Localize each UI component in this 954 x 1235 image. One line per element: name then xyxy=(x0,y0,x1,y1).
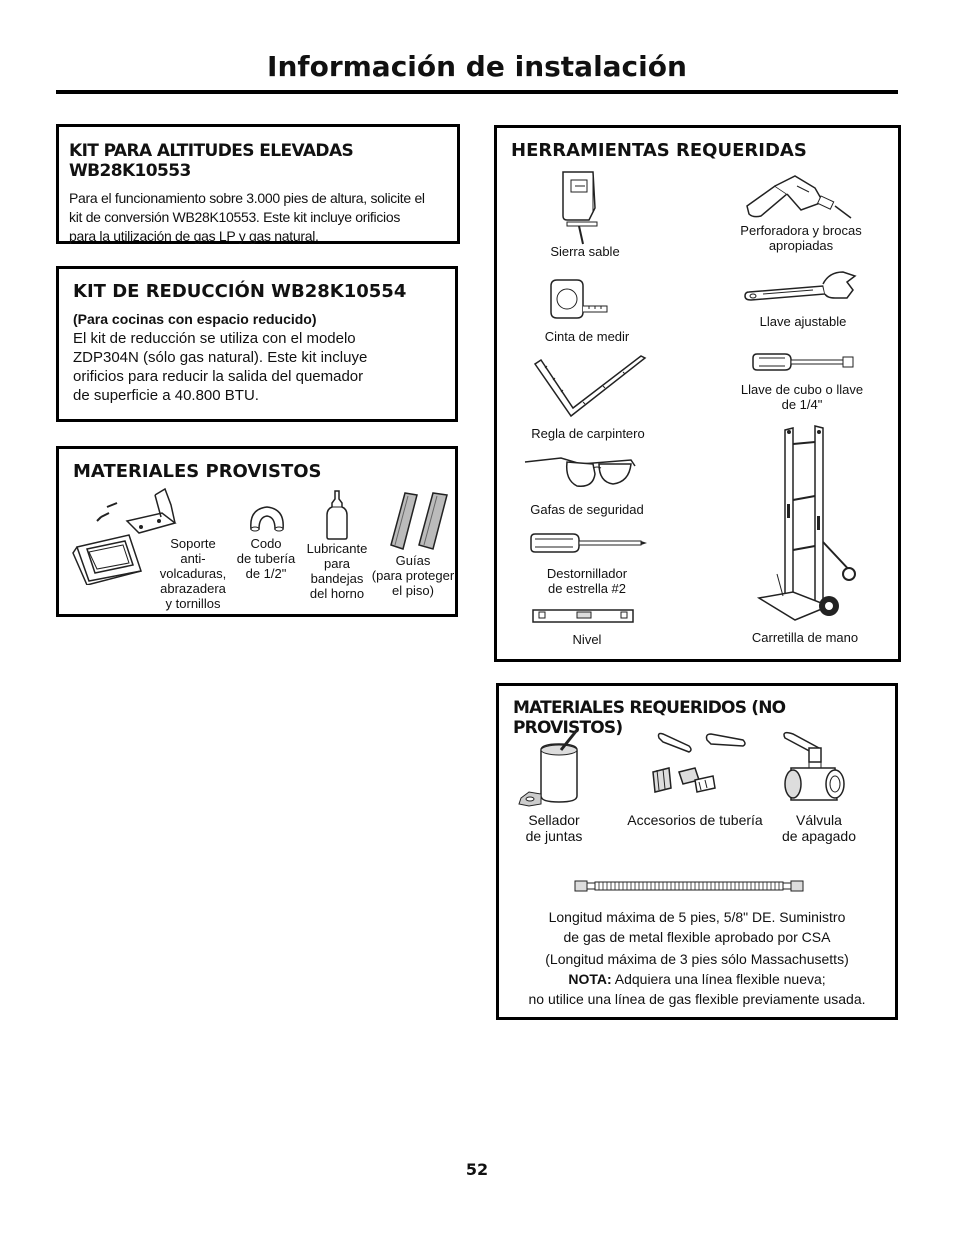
item-caption: Gafas de seguridad xyxy=(530,502,644,517)
item-caption: Destornillador de estrella #2 xyxy=(546,566,628,596)
page-number: 52 xyxy=(465,1160,489,1179)
reduction-kit-subheading: (Para cocinas con espacio reducido) xyxy=(73,311,317,327)
item-caption: Lubricante para bandejas del horno xyxy=(306,541,368,601)
materials-provided-heading: MATERIALES PROVISTOS xyxy=(73,461,322,482)
gas-line-note: Longitud máxima de 5 pies, 5/8" DE. Suministro xyxy=(548,909,846,925)
safety-glasses-icon xyxy=(521,450,641,498)
pipe-fittings-icon xyxy=(639,730,751,804)
reduction-kit-text: de superficie a 40.800 BTU. xyxy=(73,387,259,404)
item-caption: Llave de cubo o llave de 1/4" xyxy=(740,382,864,412)
reduction-kit-text: orificios para reducir la salida del quemador xyxy=(73,368,364,385)
gas-line-note: de gas de metal flexible aprobado por CSA xyxy=(563,929,831,945)
high-altitude-kit-heading: KIT PARA ALTITUDES ELEVADAS WB28K10553 xyxy=(69,141,354,181)
item-caption: Regla de carpintero xyxy=(531,426,645,441)
hand-truck-icon xyxy=(753,424,863,624)
gas-line-note: (Longitud máxima de 3 pies sólo Massachusetts) xyxy=(545,951,849,967)
high-altitude-kit-text: kit de conversión WB28K10553. Este kit incluye orificios xyxy=(69,209,401,225)
floor-guides-icon xyxy=(389,491,451,551)
high-altitude-kit-box xyxy=(56,124,460,244)
title-rule xyxy=(56,90,898,94)
item-caption: Sierra sable xyxy=(550,244,620,259)
tape-measure-icon xyxy=(547,278,609,320)
reduction-kit-heading: KIT DE REDUCCIÓN WB28K10554 xyxy=(73,281,407,302)
flexible-gas-line-icon xyxy=(573,878,805,894)
level-icon xyxy=(531,608,635,626)
item-caption: Nivel xyxy=(572,632,602,647)
saber-saw-icon xyxy=(559,168,609,248)
materials-required-box xyxy=(496,683,898,1020)
item-caption: Perforadora y brocas apropiadas xyxy=(740,223,862,253)
reduction-kit-text: El kit de reducción se utiliza con el modelo xyxy=(73,330,356,347)
adjustable-wrench-icon xyxy=(743,268,859,308)
tools-required-heading: HERRAMIENTAS REQUERIDAS xyxy=(511,140,807,161)
joint-sealant-icon xyxy=(515,728,587,808)
note-text: no utilice una línea de gas flexible previamente usada. xyxy=(528,991,866,1007)
reduction-kit-box xyxy=(56,266,458,422)
reduction-kit-text: ZDP304N (sólo gas natural). Este kit incluye xyxy=(73,349,368,366)
tools-required-box xyxy=(494,125,901,662)
lubricant-bottle-icon xyxy=(325,489,349,541)
note-text: Adquiera una línea flexible nueva; xyxy=(611,971,826,987)
materials-required-heading: MATERIALES REQUERIDOS (NO PROVISTOS) xyxy=(513,698,786,738)
item-caption: Accesorios de tubería xyxy=(627,812,763,828)
phillips-screwdriver-icon xyxy=(529,532,649,554)
item-caption: Guías (para proteger el piso) xyxy=(371,553,455,598)
page-title: Información de instalación xyxy=(267,50,687,83)
item-caption: Codo de tubería de 1/2" xyxy=(236,536,296,581)
item-caption: Soporte anti- volcaduras, abrazadera y tornillos xyxy=(159,536,227,611)
high-altitude-kit-text: Para el funcionamiento sobre 3.000 pies de altura, solicite el xyxy=(69,190,425,206)
high-altitude-kit-text: para la utilización de gas LP y gas natural. xyxy=(69,228,319,244)
item-caption: Válvula de apagado xyxy=(782,812,856,844)
item-caption: Cinta de medir xyxy=(544,329,630,344)
pipe-elbow-icon xyxy=(247,503,287,533)
item-caption: Sellador de juntas xyxy=(525,812,583,844)
carpenter-square-icon xyxy=(533,354,649,422)
drill-icon xyxy=(739,172,855,222)
shutoff-valve-icon xyxy=(779,730,849,810)
item-caption: Llave ajustable xyxy=(759,314,847,329)
note-label: NOTA: xyxy=(568,971,612,987)
materials-provided-box xyxy=(56,446,458,617)
nut-driver-icon xyxy=(751,352,857,372)
item-caption: Carretilla de mano xyxy=(751,630,859,645)
